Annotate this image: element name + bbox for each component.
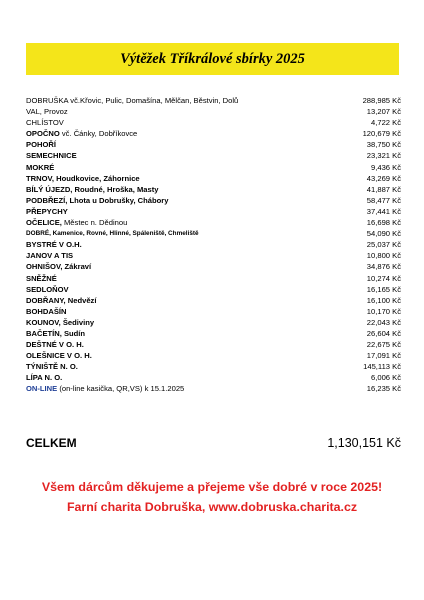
location-name-bold: DOBRÉ, Kamenice, Rovné, Hlinné, Spáleniště, Chmeliště xyxy=(26,230,199,238)
amount: 9,436 Kč xyxy=(371,162,401,172)
list-item xyxy=(26,139,401,150)
amount: 25,037 Kč xyxy=(366,240,401,250)
list-item xyxy=(26,206,401,217)
location-name-bold: OLEŠNICE V O. H. xyxy=(26,351,92,361)
location-name xyxy=(26,173,140,184)
title-banner xyxy=(26,43,399,75)
location-name xyxy=(26,117,64,128)
amount: 16,165 Kč xyxy=(366,284,401,294)
amount: 43,269 Kč xyxy=(366,173,401,183)
location-name xyxy=(26,206,68,217)
location-name-bold: SEMECHNICE xyxy=(26,151,77,161)
location-name-bold: POHOŘÍ xyxy=(26,140,56,150)
page-title: Výtěžek Tříkrálové sbírky 2025 xyxy=(120,50,305,67)
list-item xyxy=(26,339,401,350)
list-item xyxy=(26,150,401,161)
collection-list xyxy=(26,95,401,395)
location-name-bold: BÍLÝ ÚJEZD, Roudné, Hroška, Masty xyxy=(26,184,159,194)
location-name-bold: TRNOV, Houdkovice, Záhornice xyxy=(26,173,140,183)
location-name xyxy=(26,284,69,295)
location-name xyxy=(26,383,184,394)
list-item xyxy=(26,383,401,394)
amount: 13,207 Kč xyxy=(366,107,401,117)
list-item xyxy=(26,317,401,328)
location-name xyxy=(26,128,137,139)
location-name xyxy=(26,184,159,195)
charity-contact: Farní charita Dobruška, www.dobruska.charita.cz xyxy=(66,500,358,514)
location-name xyxy=(26,339,84,350)
location-name-bold: PODBŘEZÍ, Lhota u Dobrušky, Chábory xyxy=(26,195,169,205)
location-name-bold: OPOČNO xyxy=(26,129,60,139)
location-name xyxy=(26,261,91,272)
amount: 10,170 Kč xyxy=(366,306,401,316)
list-item xyxy=(26,239,401,250)
list-item xyxy=(26,250,401,261)
location-name xyxy=(26,162,54,173)
list-item xyxy=(26,173,401,184)
list-item xyxy=(26,217,401,228)
amount: 22,675 Kč xyxy=(366,340,401,350)
location-name-bold: MOKRÉ xyxy=(26,162,55,172)
location-name xyxy=(26,217,127,228)
amount: 145,113 Kč xyxy=(363,362,401,372)
location-name-bold: ON-LINE xyxy=(26,384,58,394)
amount: 4,722 Kč xyxy=(371,118,401,128)
location-name-detail: CHLÍSTOV xyxy=(26,118,64,128)
location-name-bold: TÝNIŠTĚ N. O. xyxy=(26,362,78,372)
location-name xyxy=(26,106,68,117)
thanks-message: Všem dárcům děkujeme a přejeme vše dobré v roce 2025! xyxy=(41,480,383,494)
amount: 38,750 Kč xyxy=(366,140,401,150)
list-item xyxy=(26,128,401,139)
location-name xyxy=(26,239,82,250)
list-item xyxy=(26,162,401,173)
amount: 41,887 Kč xyxy=(366,184,401,194)
location-name xyxy=(26,306,67,317)
amount: 10,274 Kč xyxy=(366,273,401,283)
location-name xyxy=(26,372,62,383)
amount: 10,800 Kč xyxy=(366,251,401,261)
location-name-detail: vč. Čánky, Dobříkovce xyxy=(59,129,138,139)
location-name-bold: DEŠTNÉ V O. H. xyxy=(26,340,84,350)
location-name-bold: KOUNOV, Šediviny xyxy=(26,317,95,327)
location-name xyxy=(26,250,73,261)
location-name-bold: SEDLOŇOV xyxy=(26,284,69,294)
list-item xyxy=(26,306,401,317)
location-name xyxy=(26,328,85,339)
list-item xyxy=(26,184,401,195)
location-name xyxy=(26,295,96,306)
location-name-bold: BAČETÍN, Sudín xyxy=(26,328,86,338)
location-name xyxy=(26,350,92,361)
list-item xyxy=(26,95,401,106)
list-item xyxy=(26,106,401,117)
location-name-detail: DOBRUŠKA vč.Křovic, Pulic, Domašína, Mělčan, Běstvin, Dolů xyxy=(26,96,239,105)
amount: 16,698 Kč xyxy=(366,218,401,228)
amount: 37,441 Kč xyxy=(366,206,401,216)
total-value: 1,130,151 Kč xyxy=(327,436,401,450)
location-name xyxy=(26,150,77,161)
total-row xyxy=(26,436,401,450)
list-item xyxy=(26,372,401,383)
location-name xyxy=(26,139,56,150)
list-item xyxy=(26,284,401,295)
amount: 22,043 Kč xyxy=(366,317,401,327)
list-item xyxy=(26,328,401,339)
location-name-bold: SNĚŽNÉ xyxy=(26,273,57,283)
list-item xyxy=(26,228,401,239)
location-name xyxy=(26,361,78,372)
list-item xyxy=(26,195,401,206)
location-name-bold: PŘEPYCHY xyxy=(26,206,68,216)
amount: 23,321 Kč xyxy=(366,151,401,161)
list-item xyxy=(26,295,401,306)
amount: 288,985 Kč xyxy=(362,96,401,105)
location-name-bold: LÍPA N. O. xyxy=(26,373,63,383)
amount: 120,679 Kč xyxy=(362,129,401,139)
list-item xyxy=(26,261,401,272)
location-name-bold: BYSTRÉ V O.H. xyxy=(26,240,82,250)
location-name-bold: OHNIŠOV, Zákraví xyxy=(26,262,92,272)
location-name-bold: OČELICE, xyxy=(26,218,62,228)
list-item xyxy=(26,117,401,128)
location-name-detail: Městec n. Dědinou xyxy=(61,218,128,228)
location-name xyxy=(26,95,238,106)
list-item xyxy=(26,273,401,284)
location-name xyxy=(26,228,199,239)
amount: 58,477 Kč xyxy=(366,195,401,205)
amount: 26,604 Kč xyxy=(366,328,401,338)
location-name-detail: (on-line kasička, QR,VS) k 15.1.2025 xyxy=(57,384,185,394)
list-item xyxy=(26,350,401,361)
location-name-detail: VAL, Provoz xyxy=(26,107,68,117)
amount: 6,006 Kč xyxy=(371,373,401,383)
total-label: CELKEM xyxy=(26,436,77,450)
location-name-bold: DOBŘANY, Nedvězí xyxy=(26,295,97,305)
amount: 16,235 Kč xyxy=(366,384,401,394)
location-name xyxy=(26,273,57,284)
amount: 16,100 Kč xyxy=(366,295,401,305)
location-name xyxy=(26,195,168,206)
location-name-bold: BOHDAŠÍN xyxy=(26,306,67,316)
amount: 34,876 Kč xyxy=(366,262,401,272)
location-name-bold: JANOV A TIS xyxy=(26,251,74,261)
list-item xyxy=(26,361,401,372)
amount: 17,091 Kč xyxy=(366,351,401,361)
amount: 54,090 Kč xyxy=(366,229,401,239)
location-name xyxy=(26,317,94,328)
